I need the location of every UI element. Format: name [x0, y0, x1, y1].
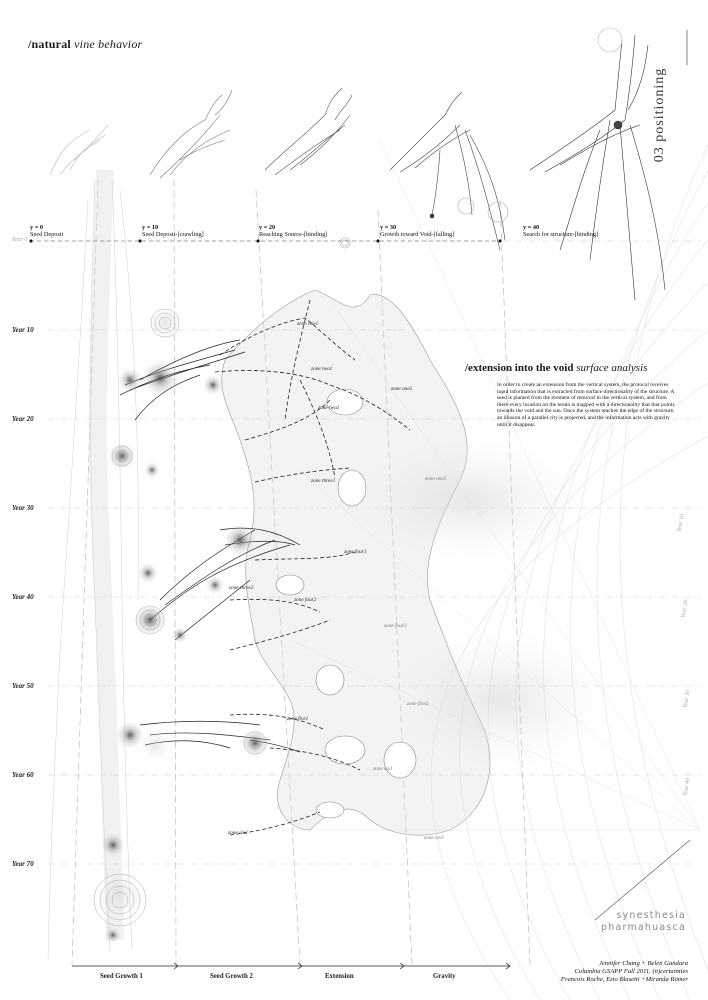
year-right-label: Year 40 [682, 777, 692, 797]
stage-4 [523, 224, 598, 239]
year-label: Year 10 [12, 326, 34, 334]
side-title [640, 40, 680, 190]
zone-label: zone five2 [407, 701, 429, 707]
year-label: Year 60 [12, 771, 34, 779]
stage-3 [380, 224, 454, 239]
page-title-prefix: /natural [28, 37, 71, 51]
stage-year: y = 40 [523, 224, 540, 231]
year-0-label: Year 0 [12, 237, 28, 243]
stage-name: Reaching Source-[binding] [259, 231, 328, 239]
zone-label: zone six1 [373, 766, 393, 772]
side-title-text: 03 positioning [652, 67, 667, 163]
analysis-paragraph: In order to create an extension from the vertical system, the protocol receives input information that is extracted from surface directionality of the structure. A seed is planted from the moment of removal in the vertical system, and from there every location on the terain is mapped with a directionality that that points towards the void and the sun. Once the system reaches the edge of the structure, an illusion of a parallel city is projected, and the information acts with gravity until it disappear. [497, 382, 675, 428]
year-label: Year 70 [12, 860, 34, 868]
stage-year: y = 20 [259, 224, 276, 231]
stage-2 [259, 224, 327, 239]
stage-year: y = 30 [380, 224, 397, 231]
zone-label: zone one2 [391, 386, 413, 392]
year-label: Year 40 [12, 593, 34, 601]
zone-label: zone two1 [311, 366, 333, 372]
stage-name: Search for structure-[binding] [523, 231, 599, 239]
page-title [28, 37, 142, 52]
radial-arcs [431, 120, 708, 1000]
zone-label: zone two2 [318, 405, 340, 411]
year-right-label: Year 30 [682, 689, 692, 709]
bottom-axis [72, 963, 510, 969]
analysis-title-italic: surface analysis [576, 362, 648, 374]
zone-label: zone three2 [229, 585, 254, 591]
stage-name: Growth toward Void-[falling] [380, 231, 455, 239]
page-title-italic: vine behavior [74, 37, 143, 51]
project-name-line1: synesthesia [616, 910, 686, 921]
stage-year: y = 10 [142, 224, 159, 231]
credits-line1: Jennifer Chang + Belen Gandara [598, 960, 688, 967]
credits [561, 960, 688, 985]
vine-sketch-1 [50, 125, 108, 175]
stage-name: Seed Deposit-[crawling] [142, 231, 204, 239]
zone-label: zone four1 [344, 549, 367, 555]
zone-label: zone four3 [384, 623, 407, 629]
vine-sketch-2 [150, 90, 232, 178]
zone-label: zone five1 [287, 716, 309, 722]
analysis-title-prefix: /extension into the void [465, 362, 574, 374]
year-right-label: Year 20 [680, 599, 690, 619]
vertical-structure [48, 170, 138, 960]
year-label: Year 50 [12, 682, 34, 690]
year-label: Year 30 [12, 504, 34, 512]
zone-label: zone one3 [425, 476, 447, 482]
vine-sketches [50, 28, 665, 300]
zone-label: zone four2 [294, 597, 317, 603]
zone-label: zone six2 [228, 830, 248, 836]
stage-0 [30, 224, 63, 239]
stage-year: y = 0 [30, 224, 44, 231]
zone-label: zone six3 [424, 835, 444, 841]
axis-label: Seed Growth 1 [100, 973, 143, 980]
axis-label: Gravity [433, 973, 456, 980]
stage-name: Seed Deposit [30, 231, 64, 239]
zone-label: zone three1 [311, 478, 336, 484]
year-label: Year 20 [12, 415, 34, 423]
credits-line3: Francois Roche, Ezio Blasetti +Miranda Römer [560, 976, 688, 984]
zone-label: zone one1 [297, 321, 319, 327]
year-right-label: Year 10 [676, 513, 686, 533]
axis-label: Extension [325, 973, 354, 980]
stage-1 [142, 224, 204, 239]
credits-line2: Columbia GSAPP Fall 2011. (n)certainties [574, 968, 688, 976]
analysis-title [465, 362, 647, 374]
project-name-line2: pharmahuasca [601, 922, 686, 933]
project-name [601, 910, 686, 934]
axis-label: Seed Growth 2 [210, 973, 253, 980]
